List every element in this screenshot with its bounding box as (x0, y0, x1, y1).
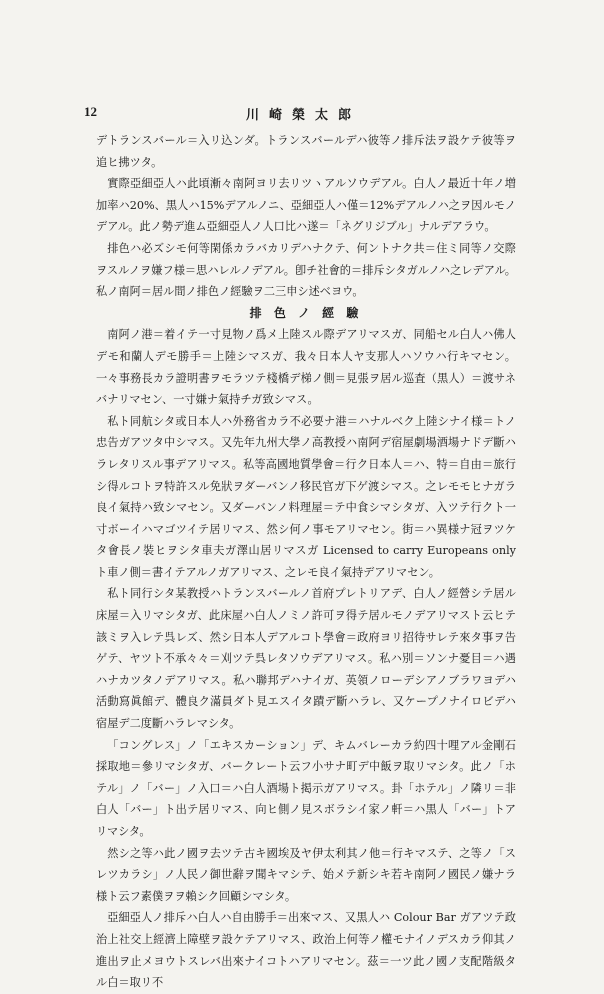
paragraph: 「コングレス」ノ「エキスカーション」デ、キムバレーカラ約四十哩アル金剛石採取地＝參リマシタガ、バークレート云フ小サナ町デ中飯ヲ取リマシタ。此ノ「ホテル」ノ「バー」ノ入口＝ハ白人酒場ト掲示ガアリマス。卦「ホテル」ノ隣リ＝非白人「バー」ト出テ居リマス、向ヒ側ノ見スボラシイ家ノ軒＝ハ黒人「バー」トアリマシタ。 (96, 738, 516, 838)
paragraph: 排色ハ必ズシモ何等閑係カラバカリデハナクテ、何ントナク共＝住ミ同等ノ交際ヲスルノヲ嫌フ様＝思ハレルノデアル。卽チ社會的＝排斥シタガルノハ之レデアル。私ノ南阿＝居ル間ノ排色ノ經驗ヲ二三申シ述ベヨウ。 (96, 241, 516, 299)
section-heading: 排 色 ノ 經 驗 (249, 305, 363, 320)
paragraph: 實際亞細亞人ハ此頃漸々南阿ヨリ去リツヽアルソウデアル。白人ノ最近十年ノ増加率ハ20%、黒人ハ15%デアルノニ、亞細亞人ハ僅＝12%デアルノハ之ヲ因ルモノデアル。此ノ勢デ進ム亞細亞人ノ人口比ハ遂＝「ネグリジブル」ナルデアラウ。 (96, 177, 516, 234)
paragraph: 亞細亞人ノ排斥ハ白人ハ自由勝手＝出來マス、又黒人ハ Colour Bar ガアツテ政治上社交上經濟上障壁ヲ設ケテアリマス、政治上何等ノ權モナイノデスカラ仰其ノ進出ヲ止メヨウトスレバ出來ナイコトハアリマセン。茲＝一ツ此ノ國ノ支配階級タル白＝取リ不 (96, 911, 516, 990)
paragraph: 私ト同行シタ某教授ハトランスバールノ首府プレトリアデ、白人ノ經營シテ居ル床屋＝入リマシタガ、此床屋ハ白人ノミノ許可ヲ得テ居ルモノデアリマスト云ヒテ該ミヲ入レテ呉レズ、然シ日本人デアルコト學會＝政府ヨリ招待サレテ來タ事ヲ告ゲテ、ヤツト不承々々＝刈ツテ呉レタソウデアリマス。私ハ別＝ソンナ憂目＝ハ遇ハナカツタノデアリマス。私ハ聯邦デハナイガ、英領ノローデシアノブラワヨデハ活動寫眞館デ、體良ク滿員ダト見エスイタ蹟デ斷ハラレ、又ケープノナイロビデハ宿屋デ二度斷ハラレマシタ。 (96, 587, 516, 731)
paragraph: 私ト同航シタ或日本人ハ外務省カラ不必要ナ港＝ハナルベク上陸シナイ様＝トノ忠告ガアツタ中シマス。又先年九州大學ノ高教授ハ南阿デ宿屋劇場酒場ナドデ斷ハラレタリスル事デアリマス。私等高國地質學會＝行ク日本人＝ハ、特＝自由＝旅行シ得ルコトヲ特許スル免狀ヲダーバンノ移民官ガ下ゲ渡シマス。之レモモヒナガラ良イ氣持ハ致シマセン。又ダーバンノ料理屋＝テ中食シマシタガ、入ツテ行クト一寸ボーイハマゴツイテ居リマス、然シ何ノ事モアリマセン。街＝ハ異様ナ冠ヲツケタ會長ノ裝ヒヲシタ車夫ガ澤山居リマスガ Licensed to carry Europeans only ト車ノ側＝書イテアルノガアリマス、之レモ良イ氣持デアリマセン。 (96, 414, 516, 579)
body-text (96, 130, 516, 994)
paragraph: 然シ之等ハ此ノ國ヲ去ツテ古キ國埃及ヤ伊太利其ノ他＝行キマステ、之等ノ「スレツカラシ」ノ人民ノ御世辭ヲ聞キマシテ、始メテ新シキ若キ南阿ノ國民ノ嫌ナラ様ト云フ素僕ヲヲ賴シク回顧シマシタ。 (96, 846, 516, 903)
running-header-author: 川崎榮太郎 (246, 108, 362, 123)
page-number: 12 (84, 104, 97, 119)
paragraph: 南阿ノ港＝着イテ一寸見物ノ爲メ上陸スル際デアリマスガ、同船セル白人ハ佛人デモ和蘭人デモ勝手＝上陸シマスガ、我々日本人ヤ支那人ハソウハ行キマセン。一々事務長カラ證明書ヲモラツテ棧橋デ梯ノ側＝見張ヲ居ル巡査（黒人）＝渡サネバナリマセン、一寸嫌ナ氣持チガ致シマス。 (96, 328, 516, 407)
paragraph: デトランスバール＝入リ込ンダ。トランスバールデハ彼等ノ排斥法ヲ設ケテ彼等ヲ追ヒ拂ツタ。 (96, 134, 516, 169)
